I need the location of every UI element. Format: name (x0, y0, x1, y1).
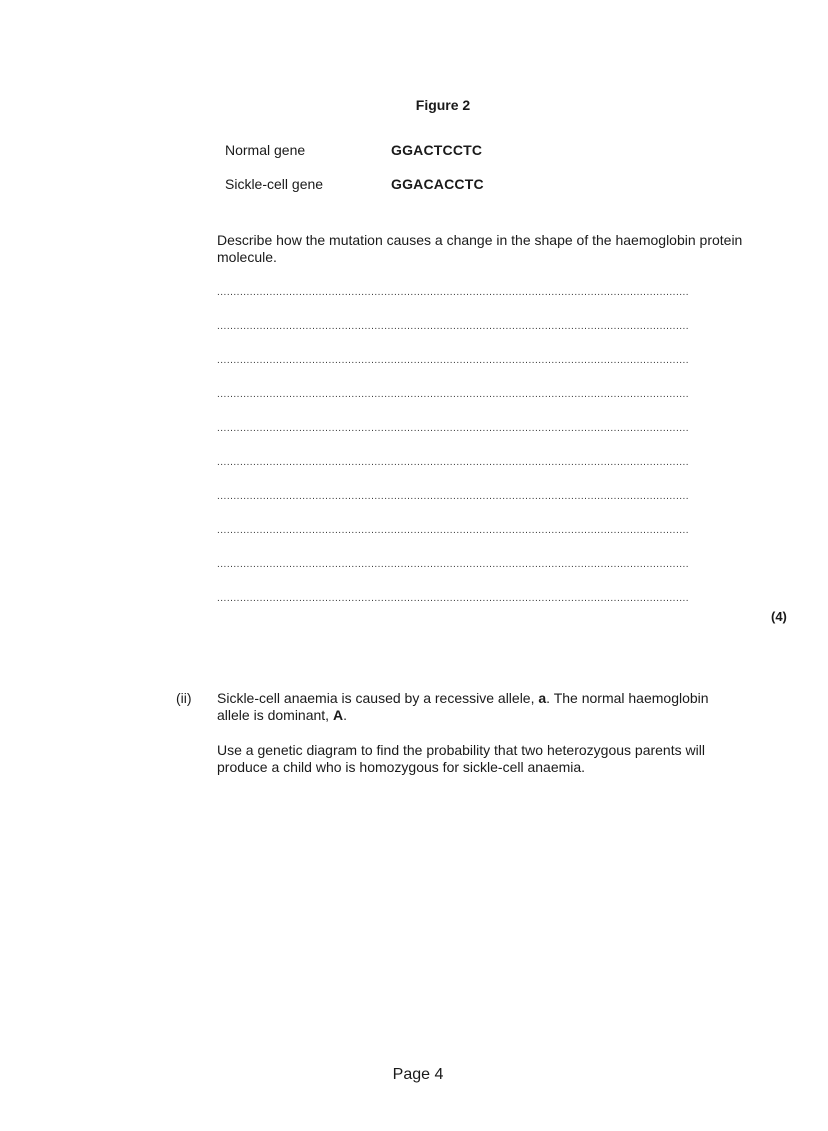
part-number: (ii) (176, 690, 192, 706)
marks-label: (4) (771, 609, 787, 624)
question-ii-instruction: Use a genetic diagram to find the probability that two heterozygous parents will produce a child who is homozygous for sickle-cell anaemia. (217, 742, 705, 775)
dominant-allele: A (332, 707, 344, 723)
recessive-allele: a (538, 690, 547, 706)
question-ii-text: Sickle-cell anaemia is caused by a recessive allele, a. The normal haemoglobin allele is dominant, A. (217, 690, 709, 723)
answer-line[interactable]: ................................................................................................................................................ (217, 457, 689, 468)
question-prompt: Describe how the mutation causes a change in the shape of the haemoglobin protein molecule. (217, 232, 743, 265)
answer-line[interactable]: ................................................................................................................................................ (217, 525, 689, 536)
figure-title: Figure 2 (415, 97, 471, 113)
normal-gene-sequence: GGACTCCTC (391, 142, 483, 158)
sickle-cell-gene-sequence: GGACACCTC (391, 176, 484, 192)
answer-line[interactable]: ................................................................................................................................................ (217, 389, 689, 400)
answer-line[interactable]: ................................................................................................................................................ (217, 559, 689, 570)
answer-line[interactable]: ................................................................................................................................................ (217, 491, 689, 502)
normal-gene-label: Normal gene (225, 142, 306, 158)
answer-line[interactable]: ................................................................................................................................................ (217, 423, 689, 434)
answer-line[interactable]: ................................................................................................................................................ (217, 355, 689, 366)
sickle-cell-gene-label: Sickle-cell gene (225, 176, 324, 192)
page-number: Page 4 (392, 1066, 444, 1083)
answer-line[interactable]: ................................................................................................................................................ (217, 593, 689, 604)
answer-line[interactable]: ................................................................................................................................................ (217, 287, 689, 298)
answer-line[interactable]: ................................................................................................................................................ (217, 321, 689, 332)
